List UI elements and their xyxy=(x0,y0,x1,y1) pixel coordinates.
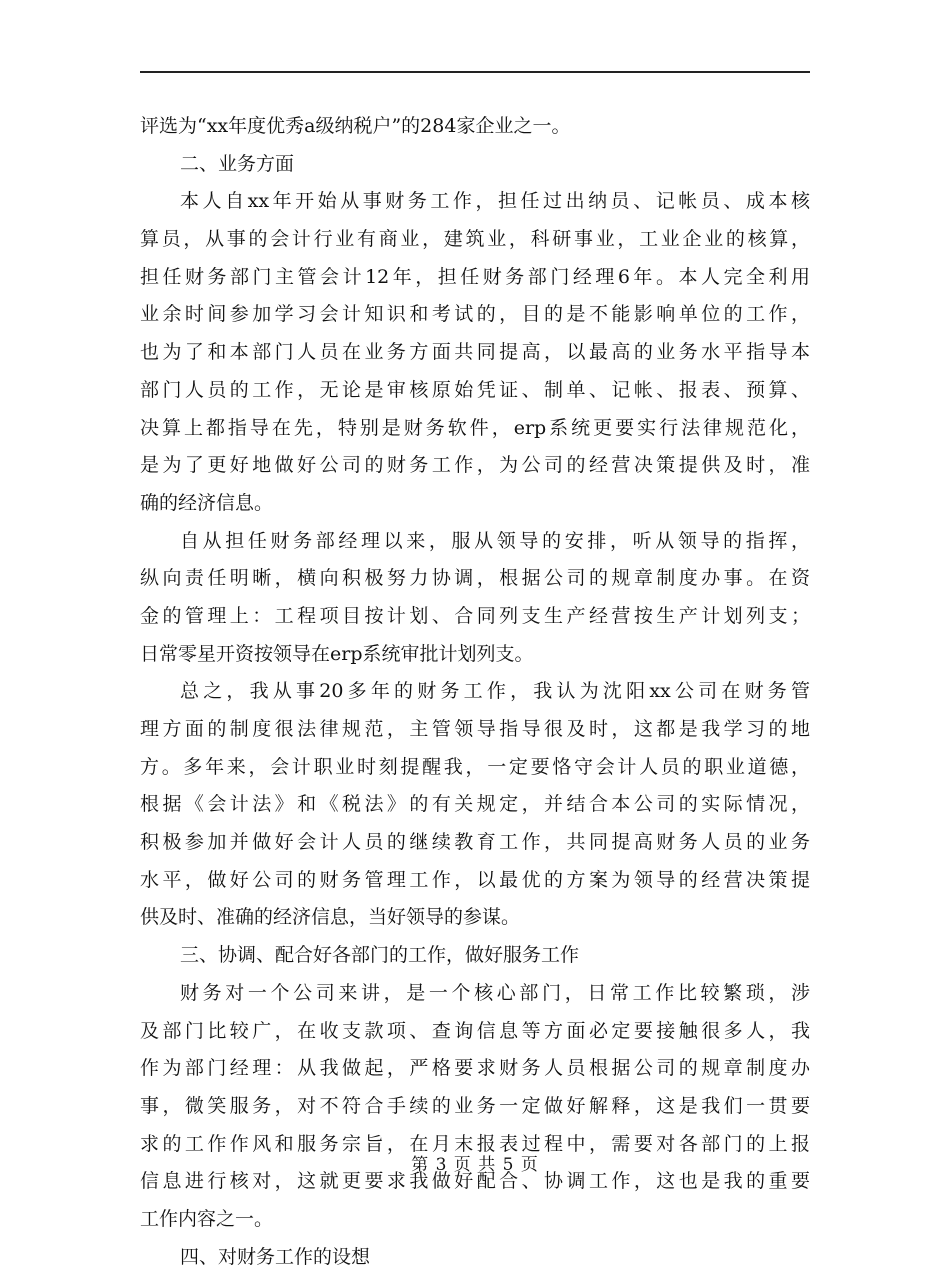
paragraph-line: 业余时间参加学习会计知识和考试的，目的是不能影响单位的工作， xyxy=(140,303,810,326)
paragraph-line: 担任财务部门主管会计12年，担任财务部门经理6年。本人完全利用 xyxy=(140,265,810,288)
paragraph-line: 财务对一个公司来讲，是一个核心部门，日常工作比较繁琐，涉 xyxy=(180,981,810,1004)
paragraph-line: 本人自xx年开始从事财务工作，担任过出纳员、记帐员、成本核 xyxy=(180,190,810,213)
paragraph-line: 总之，我从事20多年的财务工作，我认为沈阳xx公司在财务管 xyxy=(180,680,810,703)
paragraph-line: 事，微笑服务，对不符合手续的业务一定做好解释，这是我们一贯要 xyxy=(140,1094,810,1117)
paragraph-line: 作为部门经理：从我做起，严格要求财务人员根据公司的规章制度办 xyxy=(140,1057,810,1080)
paragraph-line: 供及时、准确的经济信息，当好领导的参谋。 xyxy=(140,906,521,929)
paragraph-line: 根据《会计法》和《税法》的有关规定，并结合本公司的实际情况， xyxy=(140,793,810,816)
document-body xyxy=(140,108,810,1276)
paragraph-line: 自从担任财务部经理以来，服从领导的安排，听从领导的指挥， xyxy=(180,529,810,552)
paragraph-line: 理方面的制度很法律规范，主管领导指导很及时，这都是我学习的地 xyxy=(140,718,810,740)
section-heading: 四、对财务工作的设想 xyxy=(180,1245,371,1268)
paragraph-line: 决算上都指导在先，特别是财务软件，erp系统更要实行法律规范化， xyxy=(140,416,810,439)
page-number-footer: 第 3 页 共 5 页 xyxy=(411,1155,539,1175)
paragraph-line: 部门人员的工作，无论是审核原始凭证、制单、记帐、报表、预算、 xyxy=(140,378,810,401)
section-heading: 二、业务方面 xyxy=(180,152,295,175)
paragraph-line: 确的经济信息。 xyxy=(140,491,274,514)
section-heading: 三、协调、配合好各部门的工作，做好服务工作 xyxy=(180,944,580,967)
paragraph-line: 也为了和本部门人员在业务方面共同提高，以最高的业务水平指导本 xyxy=(140,341,810,364)
header-rule xyxy=(140,71,810,73)
paragraph-line: 方。多年来，会计职业时刻提醒我，一定要恪守会计人员的职业道德， xyxy=(140,755,810,778)
paragraph-line: 信息进行核对，这就更要求我做好配合、协调工作，这也是我的重要 xyxy=(140,1170,810,1193)
paragraph-line: 纵向责任明晰，横向积极努力协调，根据公司的规章制度办事。在资 xyxy=(140,567,810,590)
paragraph-line: 算员，从事的会计行业有商业，建筑业，科研事业，工业企业的核算， xyxy=(140,228,810,251)
paragraph-line: 及部门比较广，在收支款项、查询信息等方面必定要接触很多人，我 xyxy=(140,1019,810,1042)
paragraph-line: 金的管理上：工程项目按计划、合同列支生产经营按生产计划列支； xyxy=(140,604,810,627)
paragraph-line: 工作内容之一。 xyxy=(140,1207,274,1230)
paragraph-line: 评选为“xx年度优秀a级纳税户”的284家企业之一。 xyxy=(140,115,571,137)
paragraph-line: 是为了更好地做好公司的财务工作，为公司的经营决策提供及时，准 xyxy=(140,454,810,477)
paragraph-line: 积极参加并做好会计人员的继续教育工作，共同提高财务人员的业务 xyxy=(140,831,810,854)
paragraph-line: 求的工作作风和服务宗旨，在月末报表过程中，需要对各部门的上报 xyxy=(140,1132,810,1155)
paragraph-line: 水平，做好公司的财务管理工作，以最优的方案为领导的经营决策提 xyxy=(140,868,810,891)
paragraph-line: 日常零星开资按领导在erp系统审批计划列支。 xyxy=(140,642,534,665)
